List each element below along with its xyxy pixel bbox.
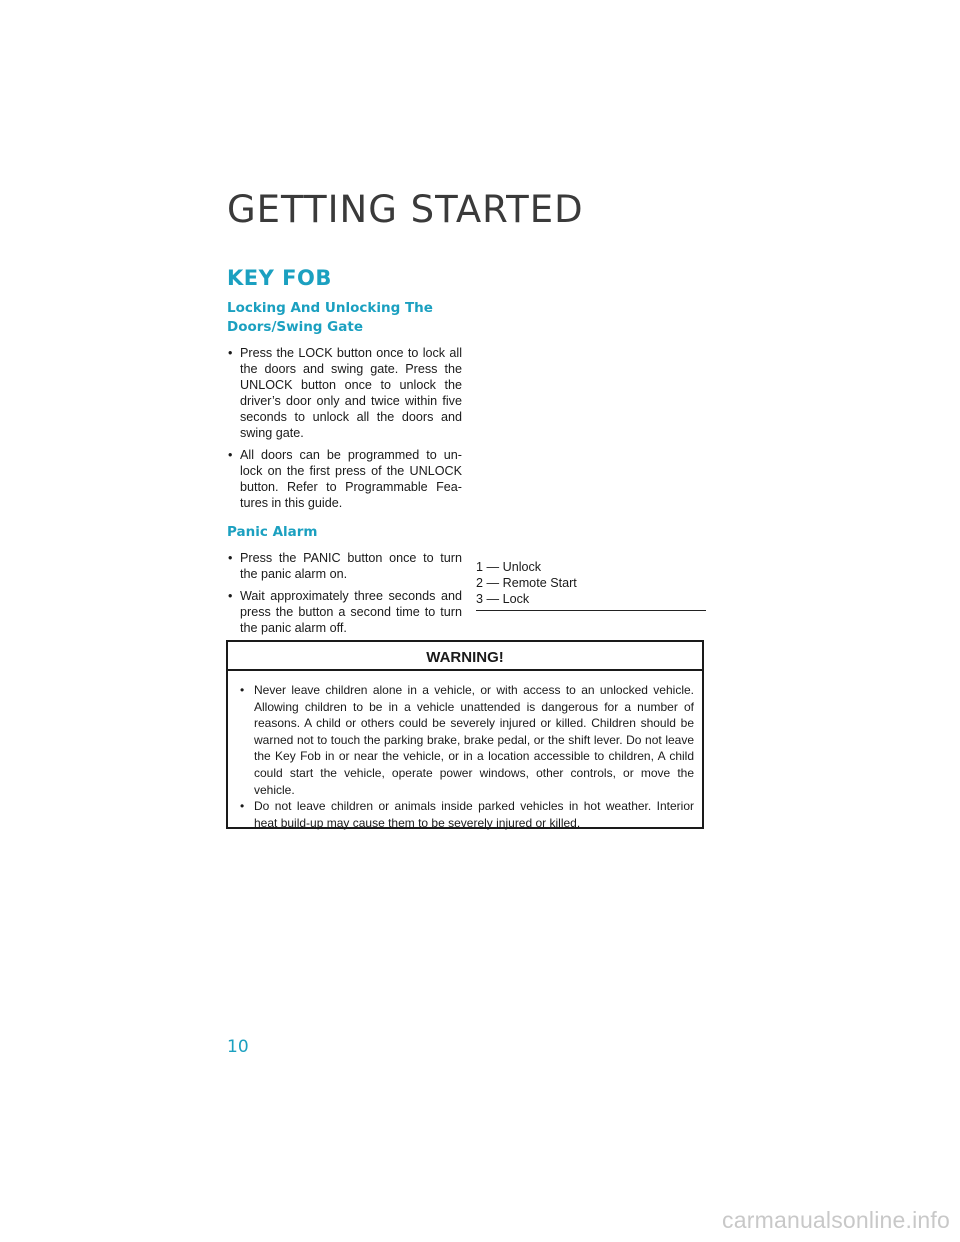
warning-bullet-list xyxy=(228,671,702,831)
panic-bullet-list xyxy=(227,550,462,636)
locking-bullet-list xyxy=(227,345,462,511)
list-item: • Press the PANIC button once to turn the panic alarm on. xyxy=(227,550,462,582)
page-number: 10 xyxy=(227,1037,249,1057)
watermark: carmanualsonline.info xyxy=(722,1207,950,1233)
section-header: GETTING STARTED xyxy=(227,188,584,231)
list-item: • Never leave children alone in a vehicle, or with access to an unlocked vehicle. Allowing children to be in a vehicle unattended is dangerous for a number of reasons. A child or others could be severely injured or killed. Children should be warned not to touch the parking brake, brake pedal, or the shift lever. Do not leave the Key Fob in or near the vehicle, or in a location accessible to children, A child could start the vehicle, operate power windows, other controls, or move the vehicle. xyxy=(238,682,694,798)
legend-item-remote-start: 2 — Remote Start xyxy=(476,576,577,590)
key-fob-legend xyxy=(476,559,706,611)
list-item: • Press the LOCK button once to lock all the doors and swing gate. Press the UNLOCK button once to unlock the driver’s door only and twice within five seconds to unlock all the doors and swing gate. xyxy=(227,345,462,441)
legend-item-lock: 3 — Lock xyxy=(476,592,530,606)
warning-box xyxy=(226,640,704,829)
page-title: KEY FOB xyxy=(227,266,332,290)
legend-item-unlock: 1 — Unlock xyxy=(476,560,542,574)
left-column xyxy=(227,299,462,642)
panic-heading: Panic Alarm xyxy=(227,524,318,540)
warning-title: WARNING! xyxy=(228,642,702,671)
list-item: • All doors can be programmed to un-lock on the first press of the UNLOCK button. Refer to Programmable Fea-tures in this guide. xyxy=(227,447,462,511)
list-item: • Wait approximately three seconds and press the button a second time to turn the panic alarm off. xyxy=(227,588,462,636)
list-item: • Do not leave children or animals inside parked vehicles in hot weather. Interior heat build-up may cause them to be severely injured or killed. xyxy=(238,798,694,831)
locking-heading: Locking And Unlocking The Doors/Swing Gate xyxy=(227,300,433,335)
